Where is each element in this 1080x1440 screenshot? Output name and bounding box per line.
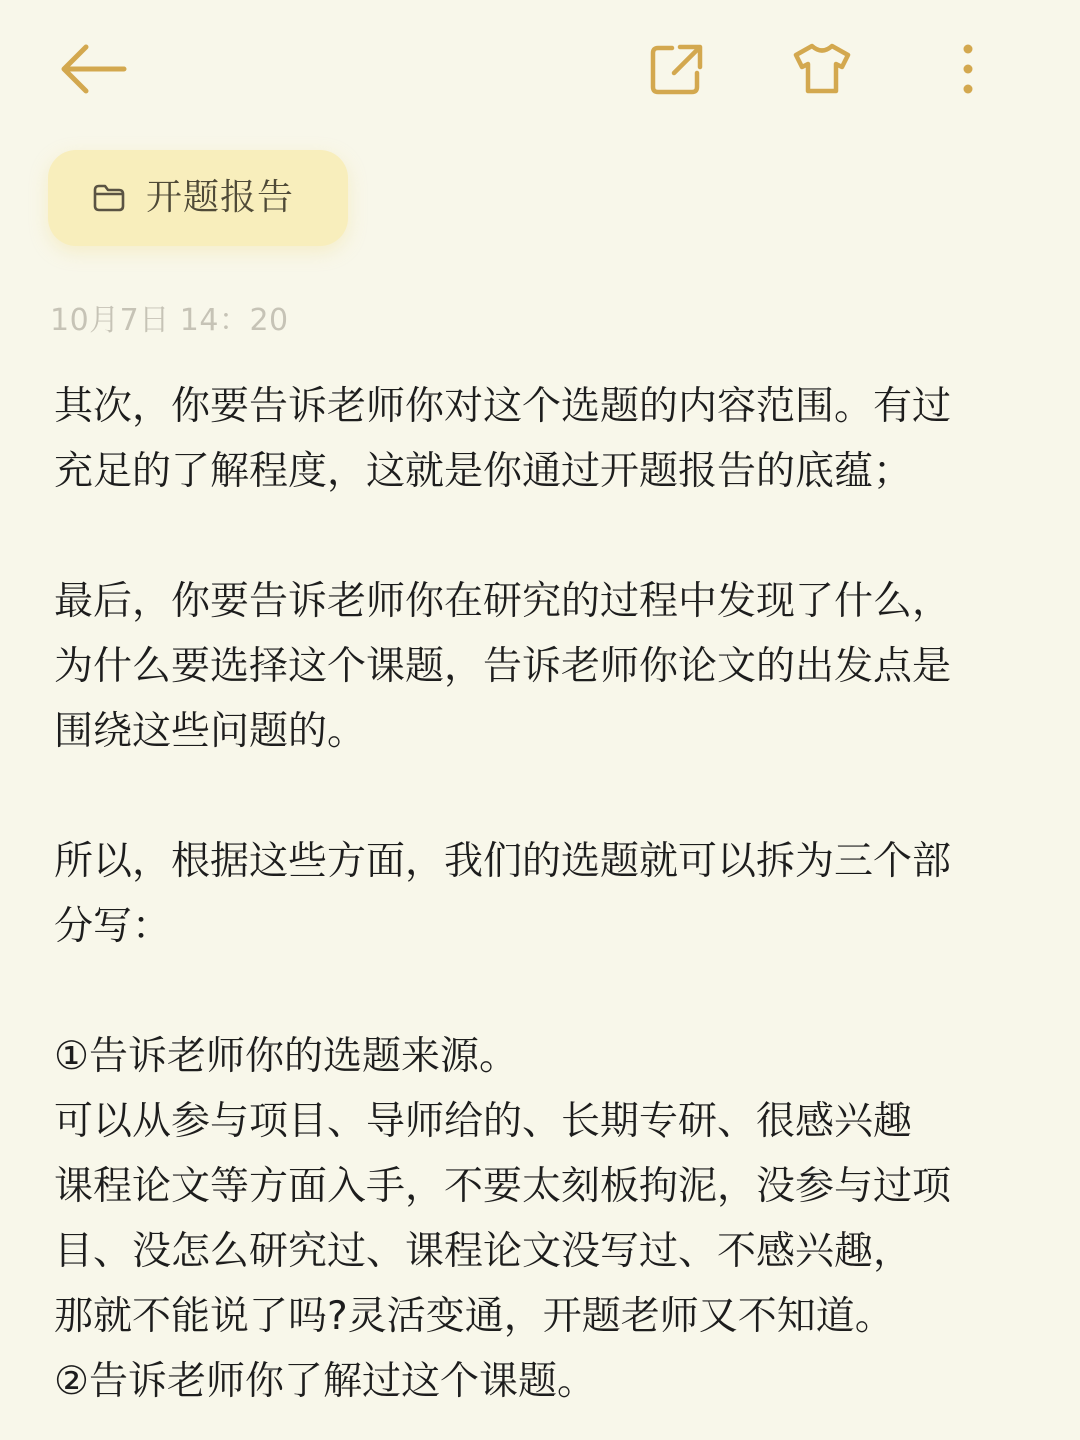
note-paragraph [54, 829, 1040, 959]
note-line: 分写： [54, 904, 172, 949]
note-line: 为什么要选择这个课题，告诉老师你论文的出发点是 [54, 644, 952, 689]
folder-chip[interactable] [48, 150, 348, 246]
share-button[interactable] [640, 34, 714, 104]
more-vertical-icon [958, 41, 978, 97]
paragraph-spacer [54, 504, 1040, 569]
tshirt-icon [790, 41, 854, 97]
folder-icon [92, 183, 126, 213]
note-paragraph [54, 374, 1040, 504]
back-button[interactable] [52, 34, 132, 104]
note-line: 其次，你要告诉老师你对这个选题的内容范围。有过 [54, 384, 952, 429]
note-line: 目、没怎么研究过、课程论文没写过、不感兴趣， [54, 1229, 913, 1274]
paragraph-spacer [54, 959, 1040, 1024]
note-line: 围绕这些问题的。 [54, 709, 367, 754]
note-body[interactable] [54, 374, 1040, 1414]
share-external-icon [648, 42, 706, 96]
note-line: 所以，根据这些方面，我们的选题就可以拆为三个部 [54, 839, 952, 884]
note-line: 充足的了解程度，这就是你通过开题报告的底蕴； [54, 449, 913, 494]
note-toolbar [0, 0, 1080, 140]
folder-label: 开题报告 [146, 177, 295, 218]
note-line: 可以从参与项目、导师给的、长期专研、很感兴趣 [54, 1099, 913, 1144]
note-line: 课程论文等方面入手，不要太刻板拘泥，没参与过项 [54, 1164, 952, 1209]
more-options-button[interactable] [940, 34, 996, 104]
note-paragraph [54, 569, 1040, 764]
theme-button[interactable] [784, 34, 860, 104]
paragraph-spacer [54, 764, 1040, 829]
back-arrow-icon [56, 43, 128, 95]
note-line: ②告诉老师你了解过这个课题。 [54, 1359, 596, 1404]
note-timestamp: 10月7日 14：20 [50, 303, 289, 338]
note-paragraph [54, 1024, 1040, 1414]
note-line: 最后，你要告诉老师你在研究的过程中发现了什么， [54, 579, 952, 624]
note-line: 那就不能说了吗?灵活变通，开题老师又不知道。 [54, 1294, 894, 1339]
note-line: ①告诉老师你的选题来源。 [54, 1034, 518, 1079]
